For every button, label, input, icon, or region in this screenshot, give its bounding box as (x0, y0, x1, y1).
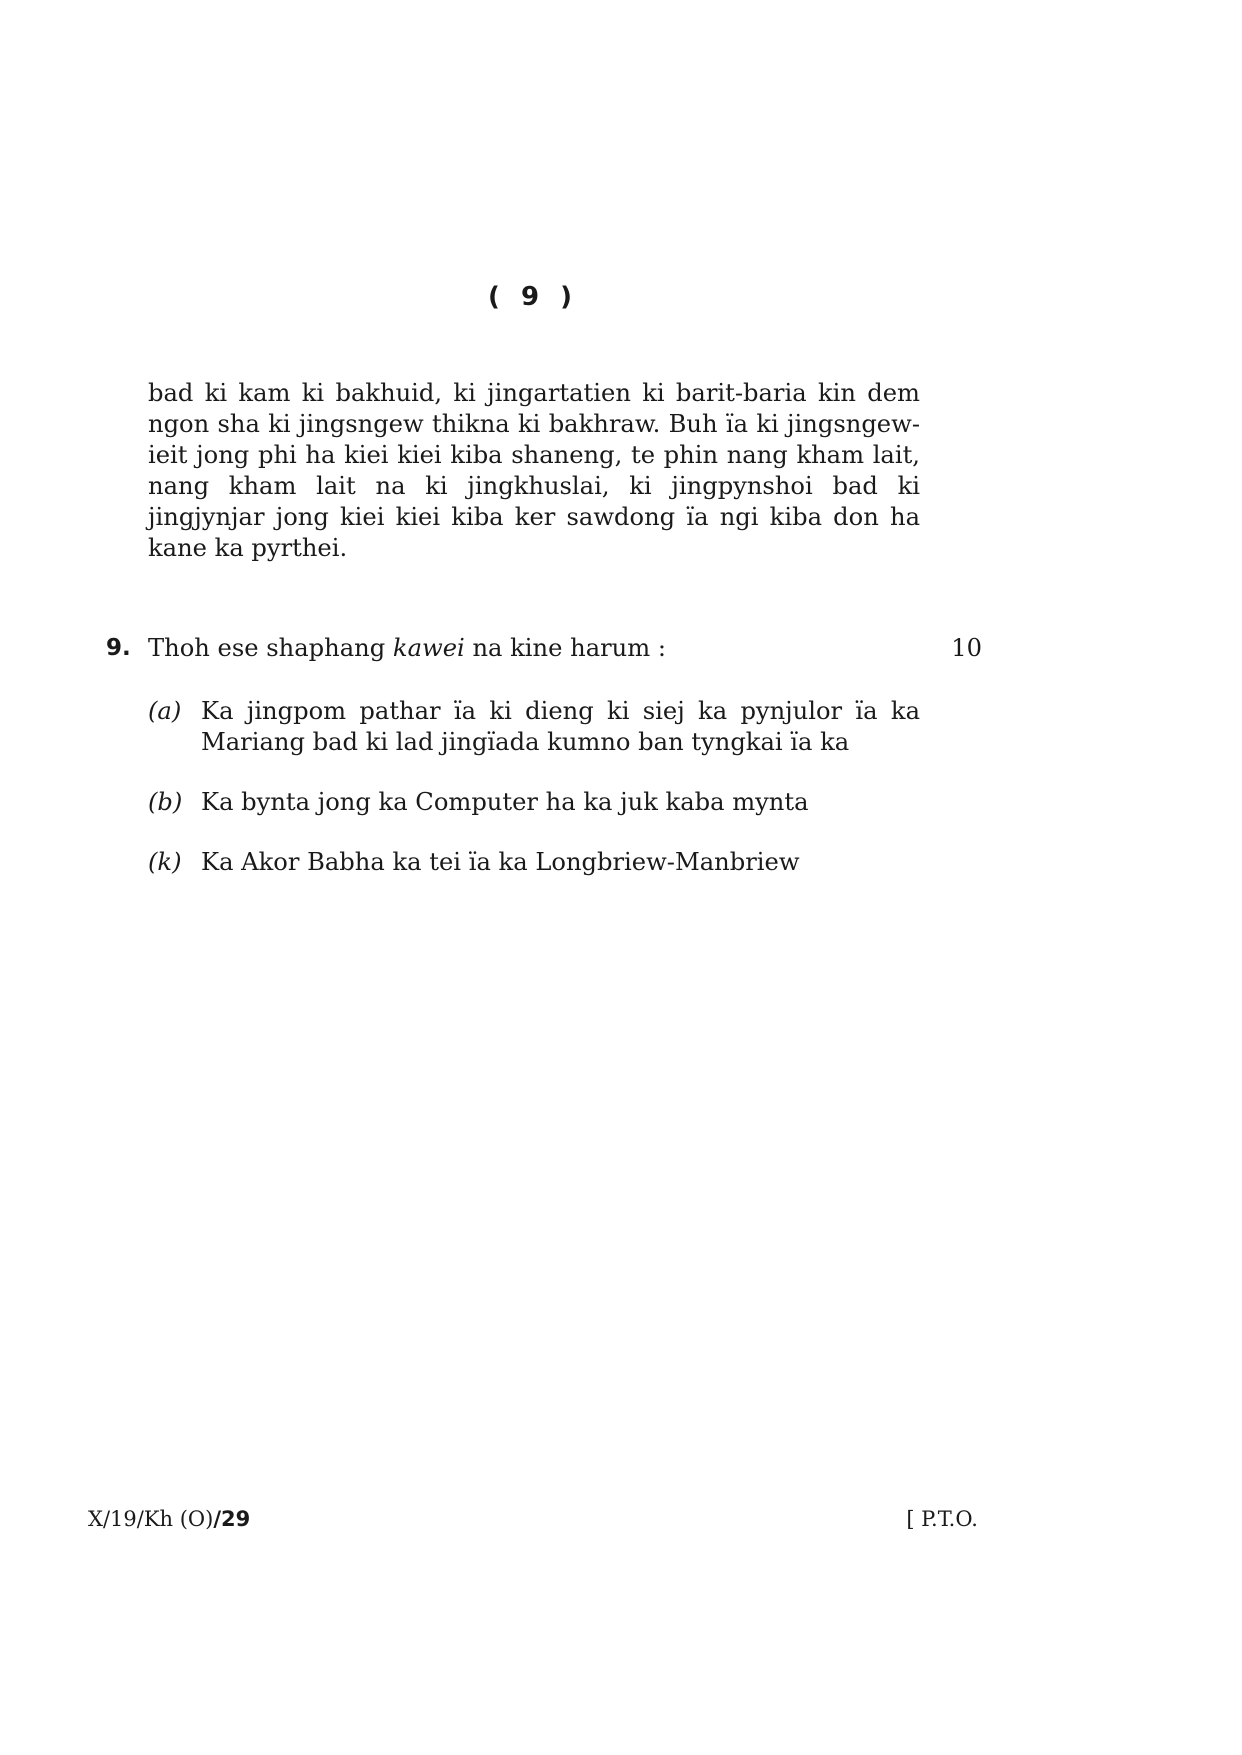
question-options (148, 696, 920, 907)
paper-code (88, 1507, 250, 1531)
question-text-emphasis: kawei (392, 634, 465, 662)
option-a (148, 696, 920, 758)
option-label: (k) (148, 848, 182, 876)
question-text-end: na kine harum : (464, 634, 667, 662)
paper-code-prefix: X/19/Kh (O) (88, 1507, 214, 1531)
page-number: ( 9 ) (488, 282, 578, 312)
option-text: Ka Akor Babha ka tei ïa ka Longbriew-Manbriew (201, 848, 800, 876)
please-turn-over: [ P.T.O. (906, 1507, 978, 1531)
option-text: Ka jingpom pathar ïa ki dieng ki siej ka pynjulor ïa ka Mariang bad ki lad jingïada kumno ban tyngkai ïa ka (201, 697, 920, 756)
option-label: (b) (148, 788, 183, 816)
question-text (148, 633, 666, 664)
paper-code-suffix: /29 (213, 1507, 251, 1531)
option-text: Ka bynta jong ka Computer ha ka juk kaba mynta (201, 788, 809, 816)
question-number: 9. (106, 635, 131, 661)
option-b (148, 787, 920, 818)
question-text-start: Thoh ese shaphang (148, 634, 393, 662)
continued-paragraph: bad ki kam ki bakhuid, ki jingartatien ki barit-baria kin dem ngon sha ki jingsngew thikna ki bakhraw. Buh ïa ki jingsngew-ieit jong phi ha kiei kiei kiba shaneng, te phin nang kham lait, nang kham lait na ki jingkhuslai, ki jingpynshoi bad ki jingjynjar jong kiei kiei kiba ker sawdong ïa ngi kiba don ha kane ka pyrthei. (148, 379, 920, 562)
question-marks: 10 (951, 634, 982, 662)
option-k (148, 847, 920, 878)
option-label: (a) (148, 697, 182, 725)
